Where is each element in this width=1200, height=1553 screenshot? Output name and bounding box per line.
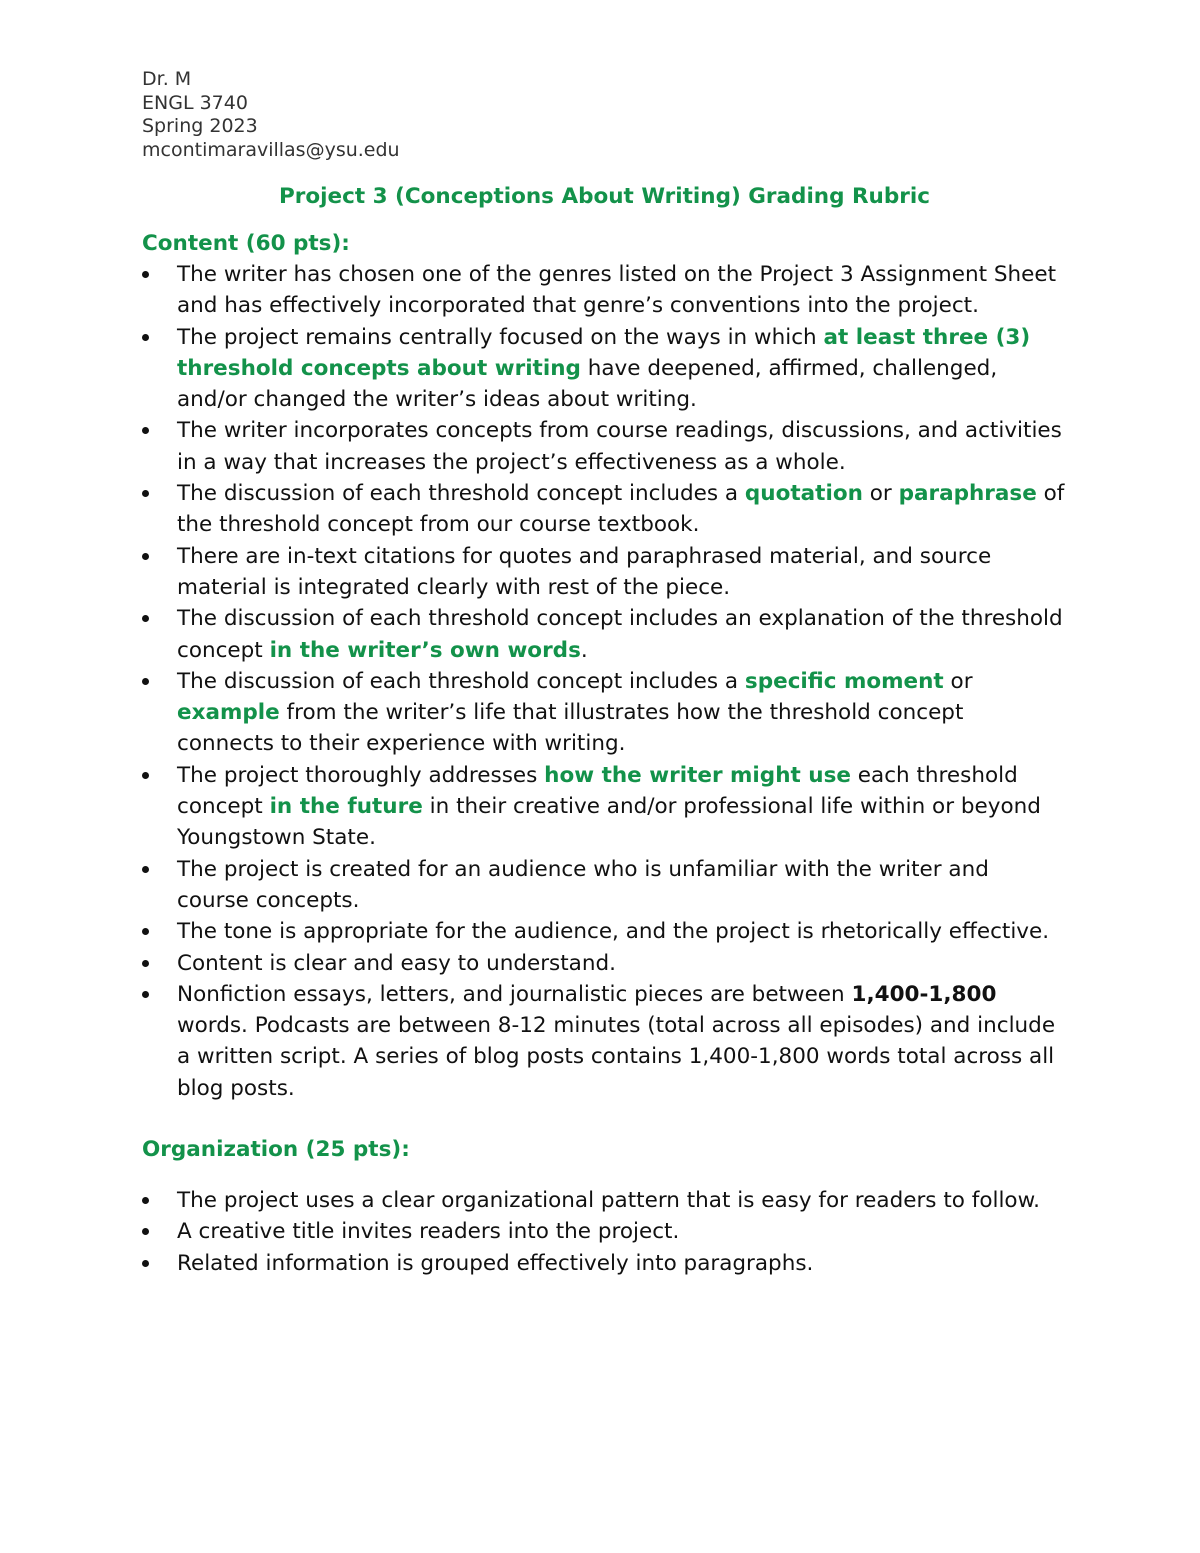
list-item (142, 1216, 1067, 1247)
content-section-heading: Content (60 pts): (142, 231, 350, 256)
item-text: or (862, 481, 899, 507)
list-item (142, 1185, 1067, 1216)
instructor-email: mcontimaravillas@ysu.edu (142, 138, 400, 161)
item-text: The writer incorporates concepts from course readings, discussions, and activities in a way that increases the project’s effectiveness as a whole. (177, 418, 1062, 475)
list-item (142, 259, 1067, 322)
bullet-icon (142, 334, 149, 341)
item-text: The project thoroughly addresses (177, 762, 545, 788)
item-text: Nonfiction essays, letters, and journalistic pieces are between (177, 981, 852, 1007)
highlighted-text: example (177, 700, 280, 726)
item-text: have deepened, affirmed, challenged, and/or changed the writer’s ideas about writing. (177, 355, 998, 413)
item-text: The discussion of each threshold concept includes a (177, 668, 745, 694)
bullet-icon (142, 615, 149, 622)
bullet-icon (142, 427, 149, 434)
item-text: The project uses a clear organizational pattern that is easy for readers to follow. (177, 1188, 1041, 1214)
bullet-icon (142, 866, 149, 873)
item-text: A creative title invites readers into the project. (177, 1219, 680, 1245)
item-text: There are in-text citations for quotes and paraphrased material, and source material is integrated clearly with rest of the piece. (177, 543, 992, 600)
item-text: The writer has chosen one of the genres listed on the Project 3 Assignment Sheet and has effectively incorporated that genre’s conventions into the project. (177, 262, 1057, 319)
organization-section-heading: Organization (25 pts): (142, 1137, 410, 1163)
item-text: in their creative and/or professional life within or beyond Youngstown State. (177, 794, 1041, 851)
bullet-icon (142, 1228, 149, 1235)
highlighted-text: in the writer’s own words (269, 637, 581, 663)
document-page (142, 68, 1067, 1279)
list-item (142, 666, 1067, 760)
bullet-icon (142, 271, 149, 278)
highlighted-text: in the future (269, 794, 423, 820)
organization-criteria-list (142, 1185, 1067, 1279)
item-text: . (580, 637, 588, 663)
list-item (142, 1248, 1067, 1279)
bullet-icon (142, 490, 149, 497)
list-item (142, 916, 1067, 947)
item-text: words. Podcasts are between 8-12 minutes (total across all episodes) and include a written script. A series of blog posts contains 1,400-1,800 words total across all blog posts. (177, 1013, 1056, 1101)
bullet-icon (142, 1197, 149, 1204)
page-title: Project 3 (Conceptions About Writing) Grading Rubric (279, 184, 930, 209)
highlighted-text: specific moment (744, 668, 944, 694)
highlighted-text: at least three (3) threshold concepts about writing (177, 324, 1031, 381)
list-item (142, 979, 1067, 1104)
item-text: of the threshold concept from our course textbook. (177, 481, 1065, 538)
item-text: each threshold concept (177, 762, 1018, 820)
bullet-icon (142, 928, 149, 935)
item-text: The discussion of each threshold concept includes a (177, 481, 745, 507)
item-text: from the writer’s life that illustrates how the threshold concept connects to their experience with writing. (177, 700, 964, 757)
term: Spring 2023 (142, 115, 258, 137)
bullet-icon (142, 678, 149, 685)
bullet-icon (142, 1260, 149, 1267)
item-text: or (943, 668, 973, 694)
list-item (142, 415, 1067, 478)
list-item (142, 854, 1067, 917)
course-code: ENGL 3740 (142, 91, 248, 114)
list-item (142, 760, 1067, 854)
list-item (142, 603, 1067, 666)
content-criteria-list (142, 259, 1067, 1104)
item-text: The discussion of each threshold concept includes an explanation of the threshold concept (177, 606, 1063, 663)
item-text: Content is clear and easy to understand. (177, 950, 616, 976)
highlighted-text: quotation (744, 481, 863, 507)
bullet-icon (142, 772, 149, 779)
item-text: The tone is appropriate for the audience, and the project is rhetorically effective. (177, 919, 1050, 945)
list-item (142, 478, 1067, 541)
item-text: The project is created for an audience who is unfamiliar with the writer and course concepts. (177, 856, 989, 913)
bullet-icon (142, 991, 149, 998)
list-item (142, 948, 1067, 979)
highlighted-text: how the writer might use (544, 762, 851, 788)
bold-text: 1,400-1,800 (851, 981, 997, 1007)
instructor-name: Dr. M (142, 68, 192, 90)
item-text: The project remains centrally focused on the ways in which (177, 324, 824, 350)
item-text: Related information is grouped effectively into paragraphs. (177, 1250, 814, 1276)
highlighted-text: paraphrase (898, 481, 1037, 507)
list-item (142, 541, 1067, 604)
bullet-icon (142, 960, 149, 967)
bullet-icon (142, 553, 149, 560)
list-item (142, 322, 1067, 416)
